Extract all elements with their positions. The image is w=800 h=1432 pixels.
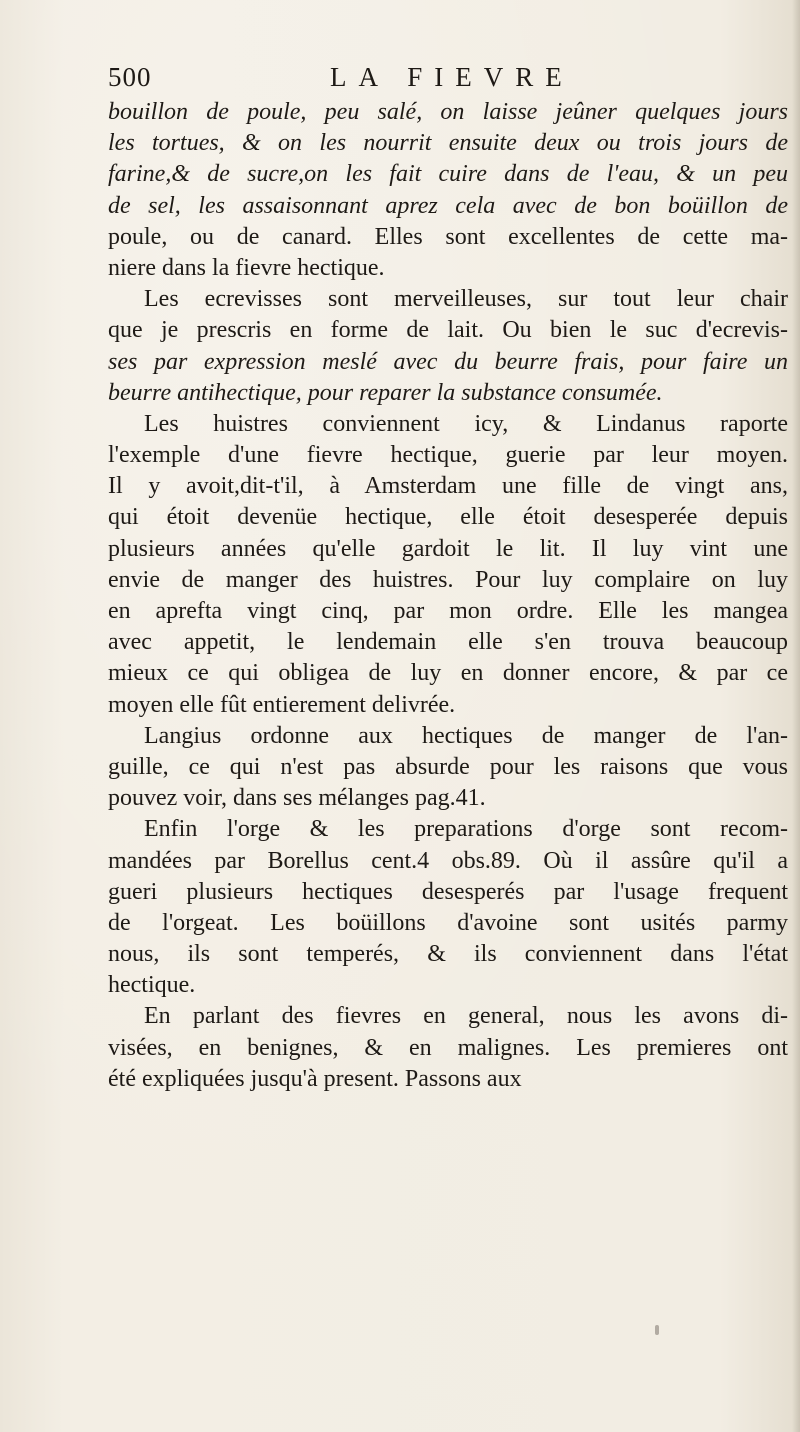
text-line: l'exemple d'une fievre hectique, guerie par leur moyen.	[108, 442, 788, 469]
text-line: mandées par Borellus cent.4 obs.89. Où il assûre qu'il a	[108, 847, 788, 874]
text-line: mieux ce qui obligea de luy en donner encore, & par ce	[108, 660, 788, 687]
text-line: Enfin l'orge & les preparations d'orge sont recom-	[144, 816, 788, 843]
text-line: de sel, les assaisonnant aprez cela avec de bon boüillon de	[108, 192, 788, 219]
text-line: niere dans la fievre hectique.	[108, 254, 385, 281]
text-line: Il y avoit,dit-t'il, à Amsterdam une fille de vingt ans,	[108, 473, 788, 500]
text-line: envie de manger des huistres. Pour luy complaire on luy	[108, 566, 788, 593]
text-line: moyen elle fût entierement delivrée.	[108, 691, 456, 718]
text-line: avec appetit, le lendemain elle s'en trouva beaucoup	[108, 629, 788, 656]
text-line: ses par expression meslé avec du beurre frais, pour faire un	[108, 348, 788, 375]
text-line: visées, en benignes, & en malignes. Les premieres ont	[108, 1034, 788, 1061]
text-line: les tortues, & on les nourrit ensuite deux ou trois jours de	[108, 130, 788, 157]
ink-smudge	[655, 1325, 659, 1335]
page-edge-shadow	[792, 0, 800, 1432]
text-line: qui étoit devenüe hectique, elle étoit desesperée depuis	[108, 504, 788, 531]
page-number: 500	[108, 62, 152, 92]
page-header	[108, 62, 788, 98]
text-line: bouillon de poule, peu salé, on laisse jeûner quelques jours	[108, 99, 788, 125]
text-line: nous, ils sont temperés, & ils conviennent dans l'état	[108, 941, 788, 968]
text-line: guille, ce qui n'est pas absurde pour les raisons que vous	[108, 753, 788, 780]
text-line: que je prescris en forme de lait. Ou bien le suc d'ecrevis-	[108, 317, 788, 344]
text-line: été expliquées jusqu'à present. Passons aux	[108, 1065, 522, 1092]
text-line: Les huistres conviennent icy, & Lindanus raporte	[144, 410, 788, 437]
text-line: poule, ou de canard. Elles sont excellentes de cette ma-	[108, 223, 788, 250]
text-line: de l'orgeat. Les boüillons d'avoine sont usités parmy	[108, 909, 788, 936]
text-line: plusieurs années qu'elle gardoit le lit. Il luy vint une	[108, 535, 788, 562]
running-title: LA FIEVRE	[330, 62, 574, 92]
text-line: farine,& de sucre,on les fait cuire dans de l'eau, & un peu	[108, 161, 788, 188]
text-line: gueri plusieurs hectiques desesperés par l'usage frequent	[108, 878, 788, 905]
text-line: pouvez voir, dans ses mélanges pag.41.	[108, 785, 486, 812]
body-text	[108, 97, 788, 1095]
text-line: hectique.	[108, 972, 196, 999]
text-line: en aprefta vingt cinq, par mon ordre. Elle les mangea	[108, 598, 788, 624]
text-line: Les ecrevisses sont merveilleuses, sur tout leur chair	[144, 286, 788, 313]
text-line: beurre antihectique, pour reparer la substance consumée.	[108, 379, 663, 406]
text-line: En parlant des fievres en general, nous les avons di-	[144, 1003, 788, 1030]
text-line: Langius ordonne aux hectiques de manger de l'an-	[144, 722, 788, 749]
